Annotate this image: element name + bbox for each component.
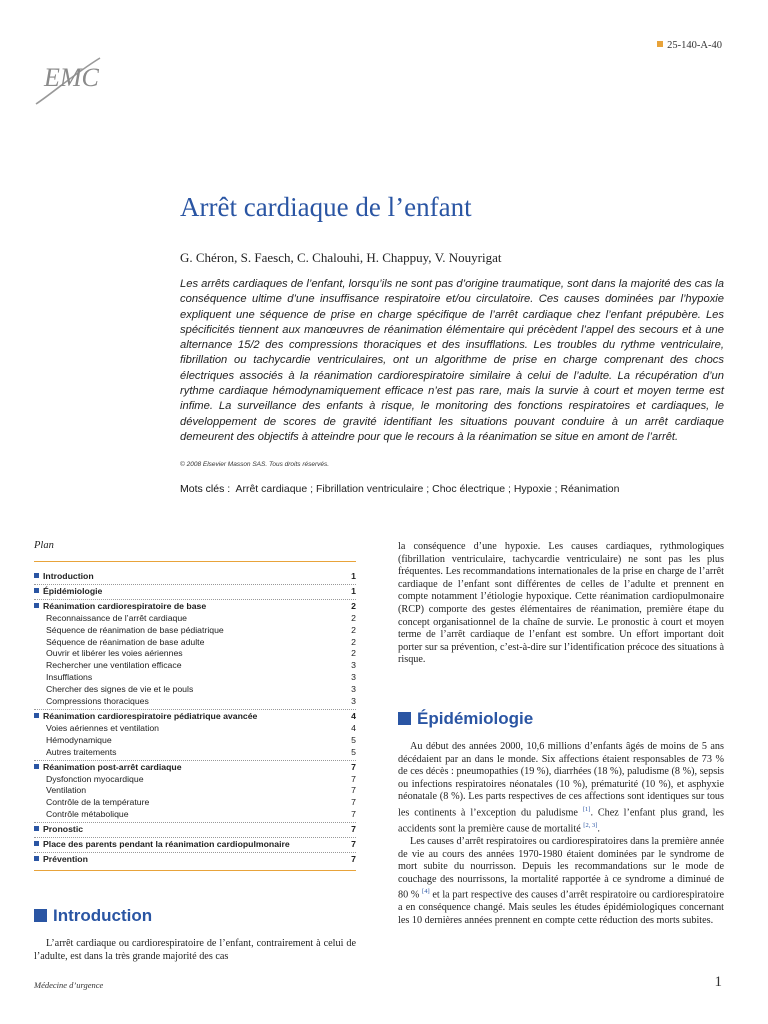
plan-entry-sub[interactable] bbox=[34, 672, 356, 684]
plan-entry-sub[interactable] bbox=[34, 648, 356, 660]
plan-entry-label: Voies aériennes et ventilation bbox=[46, 722, 160, 733]
plan-entry-label: Épidémiologie bbox=[34, 586, 102, 598]
plan-entry-page: 7 bbox=[351, 773, 356, 784]
plan-entry-label: Séquence de réanimation de base pédiatrique bbox=[46, 624, 224, 635]
plan-entry-label: Chercher des signes de vie et le pouls bbox=[46, 684, 194, 695]
citation-link[interactable]: [2, 3] bbox=[583, 821, 598, 829]
plan-entry-page: 7 bbox=[351, 853, 356, 864]
plan-entry-label: Hémodynamique bbox=[46, 734, 112, 745]
plan-section bbox=[34, 838, 356, 853]
plan-entry-sub[interactable] bbox=[34, 774, 356, 786]
plan-entry-label: Autres traitements bbox=[46, 746, 117, 757]
plan-entry-page: 2 bbox=[351, 636, 356, 647]
plan-entry-label: Pronostic bbox=[34, 824, 83, 836]
epidemiologie-paragraph-2: Les causes d’arrêt respiratoires ou cardiorespiratoires dans la première année de vie au cours des années 1970-1980 étaient dominées par le syndrome de mort subite du nourrisson. Depuis les recommandations sur le mode de couchage des nourrissons, la mortalité rapportée à ce syndrome a diminué de 80 % [4] et la part respective des causes d’arrêt respiratoire ou cardiorespiratoire a en conséquence changé. Mais seules les études épidémiologiques concernant les 10 dernières années prennent en compte cette réduction des morts subites. bbox=[398, 835, 724, 926]
introduction-paragraph: L’arrêt cardiaque ou cardiorespiratoire de l’enfant, contrairement à celui de l’adulte, est dans la très grande majorité des cas bbox=[34, 938, 356, 962]
plan-entry-sub[interactable] bbox=[34, 625, 356, 637]
plan-entry-sub[interactable] bbox=[34, 696, 356, 708]
plan-entry-sub[interactable] bbox=[34, 613, 356, 625]
article-reference: 25-140-A-40 bbox=[657, 40, 722, 51]
plan-entry-label: Dysfonction myocardique bbox=[46, 773, 144, 784]
plan-entry-label: Réanimation post-arrêt cardiaque bbox=[34, 762, 182, 774]
plan-entry-page: 1 bbox=[351, 585, 356, 596]
plan-list bbox=[34, 562, 356, 871]
plan-entry-main[interactable] bbox=[34, 711, 356, 723]
plan-entry-page: 7 bbox=[351, 797, 356, 808]
plan-entry-label: Insufflations bbox=[46, 672, 93, 683]
plan-entry-page: 7 bbox=[351, 761, 356, 772]
logo-text: EMC bbox=[44, 63, 99, 92]
plan-entry-page: 7 bbox=[351, 809, 356, 820]
plan-section bbox=[34, 585, 356, 600]
plan-entry-page: 1 bbox=[351, 571, 356, 581]
plan-entry-page: 3 bbox=[351, 660, 356, 671]
plan-entry-main[interactable] bbox=[34, 824, 356, 836]
plan-entry-page: 7 bbox=[351, 839, 356, 850]
plan-entry-label: Rechercher une ventilation efficace bbox=[46, 660, 182, 671]
page-number: 1 bbox=[714, 974, 722, 990]
plan-entry-main[interactable] bbox=[34, 586, 356, 598]
plan-entry-main[interactable] bbox=[34, 854, 356, 866]
plan-entry-label: Compressions thoraciques bbox=[46, 696, 149, 707]
plan-entry-label: Ventilation bbox=[46, 785, 87, 796]
plan-entry-page: 2 bbox=[351, 624, 356, 635]
section-heading-introduction: Introduction bbox=[34, 906, 152, 926]
plan-entry-page: 5 bbox=[351, 746, 356, 757]
plan-entry-label: Place des parents pendant la réanimation cardiopulmonaire bbox=[34, 839, 290, 851]
plan-entry-page: 2 bbox=[351, 612, 356, 623]
plan-entry-page: 2 bbox=[351, 648, 356, 659]
plan-entry-page: 3 bbox=[351, 684, 356, 695]
plan-entry-page: 2 bbox=[351, 600, 356, 611]
introduction-paragraph-continued: la conséquence d’une hypoxie. Les causes cardiaques, rythmologiques (fibrillation ventriculaire, tachycardie ventriculaire) ne sont pas les plus fréquentes. Les recommandations internationales de la prise en charge de l’arrêt cardiaque de l’enfant sont différentes de celles de l’adulte et prennent en compte notamment l’étiologie hypoxique. Cette réanimation cardiopulmonaire (RCP) comporte des gestes élémentaires de réanimation, première étape du concept organisationnel de la chaîne de survie. Le pronostic à court et moyen terme de l’arrêt cardiaque de l’enfant est sombre. Un effort important doit porter sur sa prévention, c’est-à-dire sur l’identification précoce des situations à risque. bbox=[398, 541, 724, 666]
journal-name: Médecine d’urgence bbox=[34, 980, 104, 990]
plan-entry-label: Reconnaissance de l’arrêt cardiaque bbox=[46, 612, 188, 623]
plan-section bbox=[34, 600, 356, 710]
plan-entry-page: 7 bbox=[351, 785, 356, 796]
table-of-contents bbox=[34, 540, 356, 871]
citation-link[interactable]: [4] bbox=[422, 888, 430, 896]
plan-section bbox=[34, 710, 356, 761]
plan-section bbox=[34, 853, 356, 867]
plan-label: Plan bbox=[34, 540, 356, 562]
plan-entry-page: 3 bbox=[351, 696, 356, 707]
emc-logo bbox=[34, 52, 114, 108]
article-title: Arrêt cardiaque de l’enfant bbox=[180, 192, 472, 222]
plan-entry-sub[interactable] bbox=[34, 723, 356, 735]
plan-entry-sub[interactable] bbox=[34, 797, 356, 809]
plan-entry-page: 7 bbox=[351, 824, 356, 835]
plan-entry-label: Prévention bbox=[34, 854, 88, 866]
plan-entry-sub[interactable] bbox=[34, 809, 356, 821]
copyright: © 2008 Elsevier Masson SAS. Tous droits réservés. bbox=[180, 461, 330, 468]
plan-entry-sub[interactable] bbox=[34, 637, 356, 649]
keywords bbox=[180, 483, 619, 495]
keywords-label: Mots clés : bbox=[180, 483, 231, 495]
plan-entry-label: Contrôle métabolique bbox=[46, 809, 129, 820]
epidemiologie-paragraph-1: Au début des années 2000, 10,6 millions d’enfants âgés de moins de 5 ans décédaient par an dans le monde. Six affections étaient responsables de 73 % de ces décès : pneumopathies (19 %), diarrhées (18 %), paludisme (8 %), sepsis ou infections respiratoires néonatales (10 %), prématurité (10 %), et asphyxie néonatale (8 %). Les parts respectives de ces affections sont identiques sur tous les continents à l’exception du paludisme [1]. Chez l’enfant plus grand, les accidents sont la première cause de mortalité [2, 3]. bbox=[398, 741, 724, 835]
abstract: Les arrêts cardiaques de l’enfant, lorsqu’ils ne sont pas d’origine traumatique, sont dans la majorité des cas la conséquence ultime d’une insuffisance respiratoire et/ou circulatoire. Ces causes dominées par l’hypoxie expliquent une séquence de prise en charge spécifique de l’arrêt cardiaque chez l’enfant prépubère. Les spécificités tiennent aux manœuvres de réanimation élémentaire qui précèdent l’appel des secours et à une alternance 15/2 des compressions thoraciques et des insufflations. Les troubles du rythme ventriculaire, fibrillation ou tachycardie ventriculaires, ont un algorithme de prise en charge comprenant des chocs électriques associés à la réanimation cardiorespiratoire similaire à celui de l’adulte. La récupération d’un rythme cardiaque hémodynamiquement efficace n’est pas rare, mais la survie à court et moyen terme est infime. La surveillance des enfants à risque, le monitoring des fonctions respiratoires et cardiaques, le développement de scores de gravité identifiant les situations pouvant conduire à un arrêt cardiaque demeurent des objectifs à atteindre pour que le recours à la réanimation se situe en amont de l’arrêt. bbox=[180, 278, 724, 443]
plan-entry-label: Introduction bbox=[34, 571, 94, 583]
plan-entry-label: Ouvrir et libérer les voies aériennes bbox=[46, 648, 183, 659]
plan-entry-sub[interactable] bbox=[34, 785, 356, 797]
plan-section bbox=[34, 823, 356, 838]
plan-entry-main[interactable] bbox=[34, 601, 356, 613]
plan-entry-sub[interactable] bbox=[34, 660, 356, 672]
section-heading-epidemiologie: Épidémiologie bbox=[398, 709, 533, 729]
plan-entry-label: Réanimation cardiorespiratoire pédiatrique avancée bbox=[34, 711, 257, 723]
plan-entry-label: Réanimation cardiorespiratoire de base bbox=[34, 601, 206, 613]
plan-section bbox=[34, 761, 356, 824]
epidemiologie-body bbox=[398, 741, 724, 927]
citation-link[interactable]: [1] bbox=[582, 805, 591, 813]
plan-entry-sub[interactable] bbox=[34, 747, 356, 759]
plan-entry-label: Séquence de réanimation de base adulte bbox=[46, 636, 205, 647]
plan-entry-page: 3 bbox=[351, 672, 356, 683]
plan-entry-page: 4 bbox=[351, 722, 356, 733]
plan-entry-sub[interactable] bbox=[34, 684, 356, 696]
plan-section bbox=[34, 570, 356, 585]
plan-entry-main[interactable] bbox=[34, 571, 356, 583]
plan-entry-page: 4 bbox=[351, 710, 356, 721]
plan-entry-label: Contrôle de la température bbox=[46, 797, 150, 808]
plan-entry-main[interactable] bbox=[34, 762, 356, 774]
plan-entry-main[interactable] bbox=[34, 839, 356, 851]
author-list: G. Chéron, S. Faesch, C. Chalouhi, H. Chappuy, V. Nouyrigat bbox=[180, 250, 502, 265]
plan-entry-sub[interactable] bbox=[34, 735, 356, 747]
plan-entry-page: 5 bbox=[351, 734, 356, 745]
keywords-list: Arrêt cardiaque ; Fibrillation ventriculaire ; Choc électrique ; Hypoxie ; Réanimation bbox=[235, 483, 620, 495]
